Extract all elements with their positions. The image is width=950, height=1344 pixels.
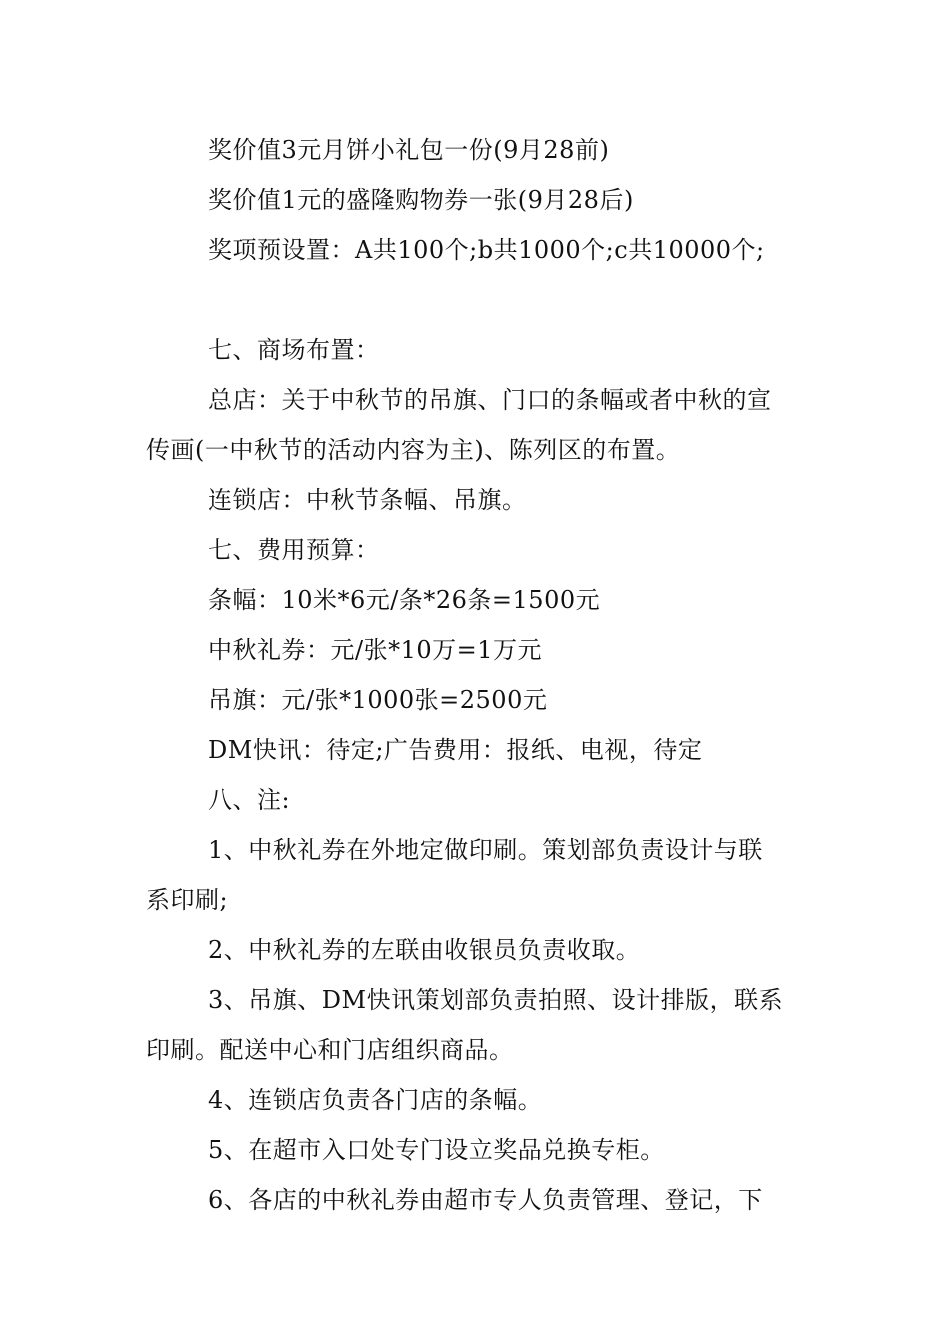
- note-6: 6、各店的中秋礼券由超市专人负责管理、登记，下: [208, 1186, 763, 1214]
- paragraph-chain-store: 连锁店：中秋节条幅、吊旗。: [208, 486, 527, 514]
- prize-quantity-line: 奖项预设置：A共100个;b共1000个;c共10000个;: [208, 236, 765, 264]
- section-heading-notes: 八、注:: [208, 786, 291, 814]
- note-3: 3、吊旗、DM快讯策划部负责拍照、设计排版，联系: [208, 986, 784, 1014]
- paragraph-main-store-cont: 传画(一中秋节的活动内容为主)、陈列区的布置。: [146, 436, 681, 464]
- note-1: 1、中秋礼券在外地定做印刷。策划部负责设计与联: [208, 836, 763, 864]
- note-4: 4、连锁店负责各门店的条幅。: [208, 1086, 543, 1114]
- section-heading-store-layout: 七、商场布置：: [208, 336, 380, 364]
- note-5: 5、在超市入口处专门设立奖品兑换专柜。: [208, 1136, 665, 1164]
- note-2: 2、中秋礼券的左联由收银员负责收取。: [208, 936, 641, 964]
- budget-line-dm: DM快讯：待定;广告费用：报纸、电视，待定: [208, 736, 703, 764]
- section-heading-budget: 七、费用预算：: [208, 536, 380, 564]
- budget-line-banner: 条幅：10米*6元/条*26条=1500元: [208, 586, 601, 614]
- note-3-cont: 印刷。配送中心和门店组织商品。: [146, 1036, 514, 1064]
- note-1-cont: 系印刷;: [146, 886, 229, 914]
- budget-line-coupon: 中秋礼券：元/张*10万=1万元: [208, 636, 543, 664]
- prize-line-voucher: 奖价值1元的盛隆购物券一张(9月28后): [208, 186, 634, 214]
- prize-line-mooncake: 奖价值3元月饼小礼包一份(9月28前): [208, 136, 610, 164]
- paragraph-main-store: 总店：关于中秋节的吊旗、门口的条幅或者中秋的宣: [208, 386, 772, 414]
- budget-line-flag: 吊旗：元/张*1000张=2500元: [208, 686, 548, 714]
